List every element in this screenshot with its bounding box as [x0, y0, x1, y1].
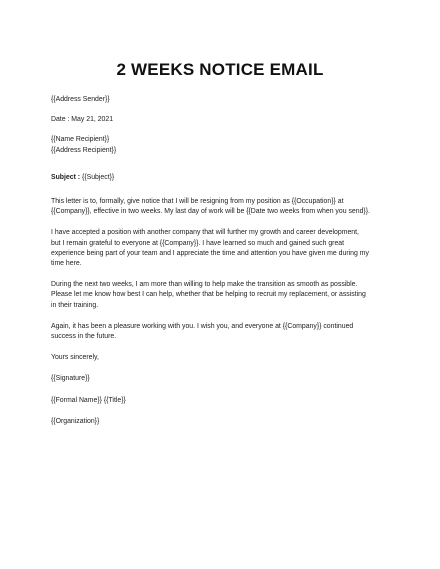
paragraph-4 — [51, 322, 396, 342]
signature-placeholder: {{Signature}} — [51, 375, 90, 383]
subject-value: {{Subject}} — [80, 173, 115, 181]
subject-label: Subject : — [51, 173, 81, 181]
address-recipient: {{Address Recipient}} — [51, 146, 117, 154]
paragraph-line: I have accepted a position with another company that will further my growth and career development, — [51, 229, 359, 237]
closing-text: Yours sincerely, — [51, 354, 99, 362]
page-title: 2 WEEKS NOTICE EMAIL — [116, 60, 324, 79]
paragraph-line: Please let me know how best I can help, whether that be helping to recruit my replacement, or assisting — [51, 291, 366, 299]
paragraph-3 — [51, 280, 396, 311]
paragraph-1 — [51, 197, 396, 217]
paragraph-line: in their training. — [51, 301, 99, 309]
paragraph-line: success in the future. — [51, 333, 117, 341]
letter-date: Date : May 21, 2021 — [51, 116, 114, 124]
paragraph-line: During the next two weeks, I am more than willing to help make the transition as smooth as possible. — [51, 281, 358, 289]
paragraph-line: experience being part of your team and I appreciate the time and attention you have given me during my — [51, 249, 369, 257]
paragraph-line: {{Company}}, effective in two weeks. My last day of work will be {{Date two weeks from when you send}}. — [51, 208, 370, 216]
paragraph-line: Again, it has been a pleasure working with you. I wish you, and everyone at {{Company}} continued — [51, 322, 354, 330]
organization-placeholder: {{Organization}} — [51, 417, 100, 425]
address-sender: {{Address Sender}} — [51, 96, 110, 103]
subject-line — [51, 173, 396, 183]
paragraph-line: time here. — [51, 260, 82, 268]
paragraph-line: but I remain grateful to everyone at {{Company}}. I have learned so much and gained such great — [51, 239, 345, 247]
paragraph-2 — [51, 228, 396, 269]
formal-name-title: {{Formal Name}} {{Title}} — [51, 396, 126, 404]
paragraph-line: This letter is to, formally, give notice that I will be resigning from my position as {{Occupation}} at — [51, 198, 344, 206]
letter-body — [51, 95, 396, 427]
name-recipient: {{Name Recipient}} — [51, 136, 110, 144]
